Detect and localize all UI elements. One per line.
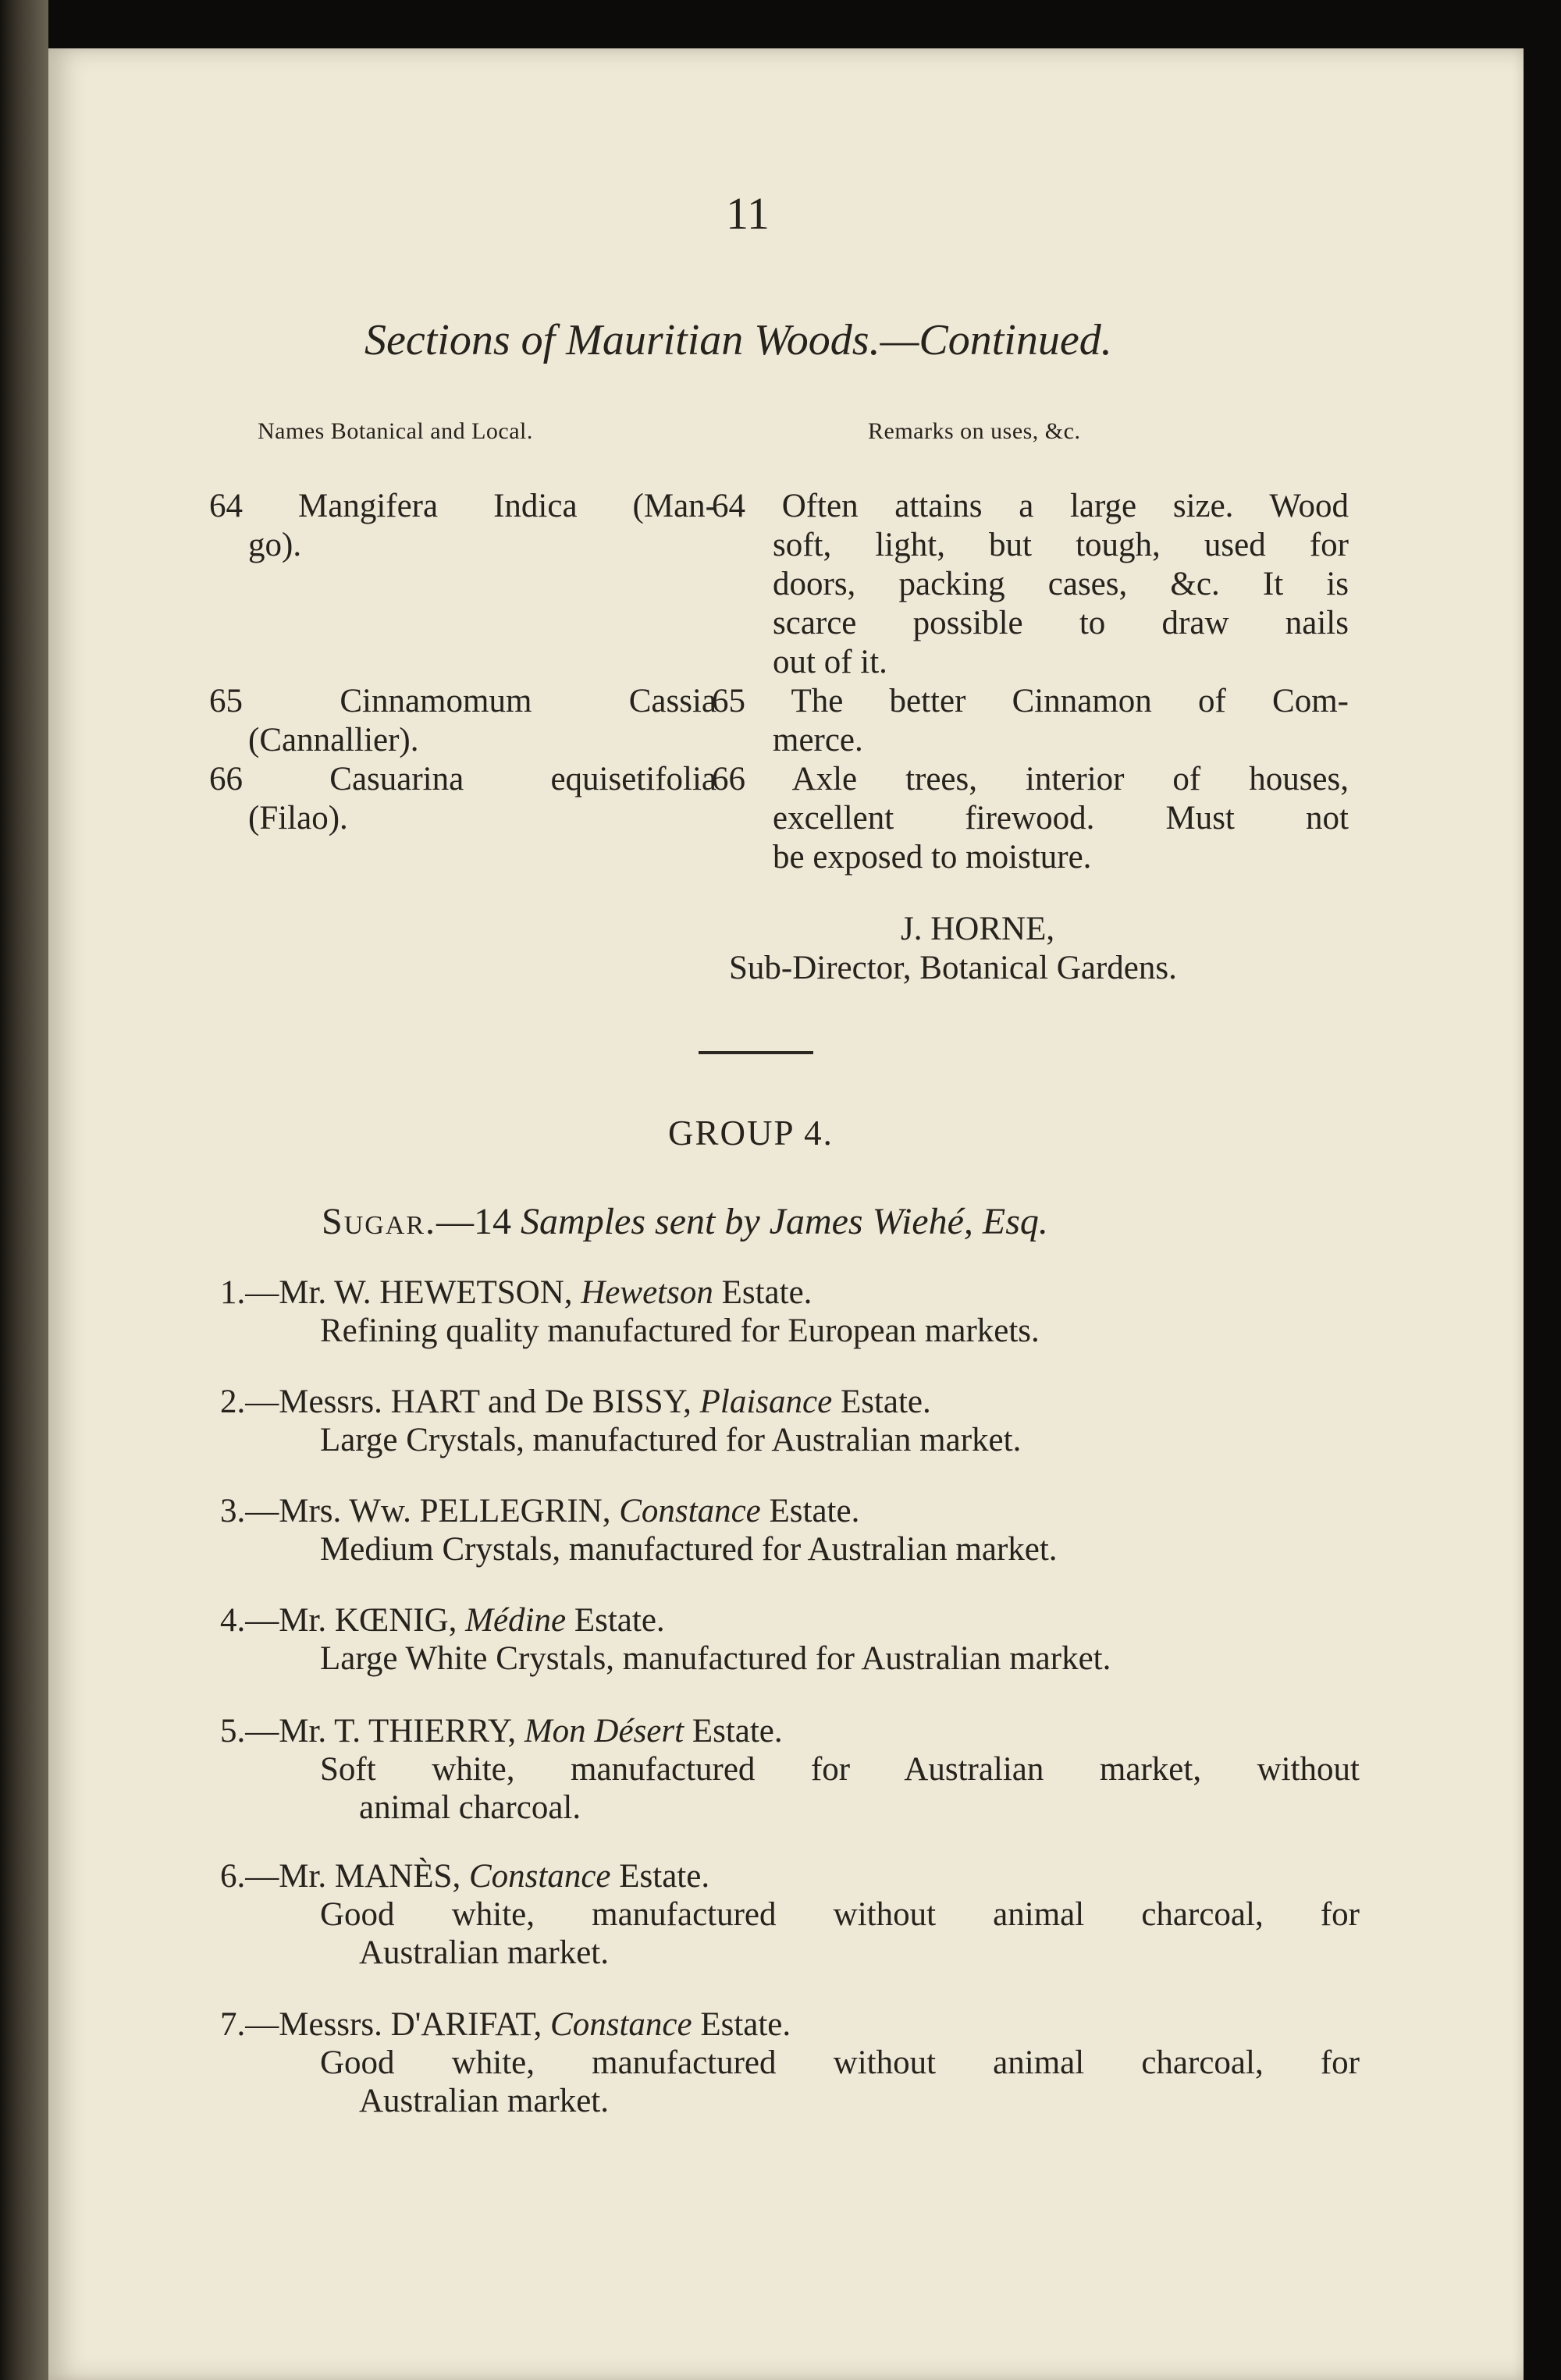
sample-owner: Messrs. HART and De BISSY, — [279, 1384, 692, 1420]
sample-description: animal charcoal. — [359, 1789, 581, 1826]
sugar-sample — [220, 1273, 1360, 1350]
sample-estate-suffix: Estate. — [574, 1602, 665, 1639]
sample-description: Refining quality manufactured for European markets. — [320, 1313, 1040, 1349]
sample-number: 2.— — [220, 1384, 279, 1420]
sample-estate: Hewetson — [581, 1274, 713, 1311]
wood-entry-remarks — [712, 487, 1349, 682]
sugar-heading — [322, 1200, 1048, 1243]
sugar-heading-label: Sugar. — [322, 1201, 437, 1242]
wood-entry-remarks-line: 64 Often attains a large size. Wood — [712, 488, 1349, 524]
sample-estate-suffix: Estate. — [769, 1493, 860, 1529]
sample-number: 5.— — [220, 1713, 279, 1749]
sample-number: 4.— — [220, 1602, 279, 1639]
sample-description: Large White Crystals, manufactured for Australian market. — [320, 1640, 1111, 1677]
sugar-heading-sender: Samples sent by James Wiehé, Esq. — [521, 1201, 1048, 1242]
wood-entry-remarks — [712, 760, 1349, 877]
wood-entry-name-line: 64 Mangifera Indica (Man- — [209, 488, 716, 524]
signature-name: J. HORNE, — [901, 911, 1055, 947]
sample-description: Large Crystals, manufactured for Australian market. — [320, 1422, 1022, 1458]
page-number: 11 — [726, 188, 770, 239]
sample-estate-suffix: Estate. — [700, 2006, 791, 2043]
wood-entry-name-line: (Filao). — [248, 800, 348, 837]
wood-entry-remarks-line: excellent firewood. Must not — [773, 800, 1349, 837]
wood-entry-name — [209, 487, 716, 565]
wood-entry-remarks — [712, 682, 1349, 760]
sample-owner: Mr. KŒNIG, — [279, 1602, 457, 1639]
facing-page-edge — [0, 0, 48, 2380]
sample-owner: Mrs. Ww. PELLEGRIN, — [279, 1493, 611, 1529]
sample-owner: Mr. T. THIERRY, — [279, 1713, 517, 1749]
sample-number: 6.— — [220, 1858, 279, 1895]
wood-entry-name — [209, 682, 716, 760]
wood-entry-remarks-line: 65 The better Cinnamon of Com- — [712, 683, 1349, 719]
sugar-sample — [220, 1383, 1360, 1459]
running-title: Sections of Mauritian Woods.—Continued. — [364, 316, 1112, 364]
wood-entry-remarks-line: scarce possible to draw nails — [773, 605, 1349, 641]
wood-entry-remarks-line: merce. — [773, 722, 863, 758]
sample-description: Medium Crystals, manufactured for Australian market. — [320, 1531, 1058, 1568]
wood-entry-remarks-line: 66 Axle trees, interior of houses, — [712, 761, 1349, 797]
sample-estate: Constance — [468, 1858, 611, 1895]
sample-description: Good white, manufactured without animal charcoal, for — [320, 2044, 1360, 2081]
sugar-sample — [220, 1601, 1360, 1678]
sample-estate-suffix: Estate. — [840, 1384, 931, 1420]
sample-estate: Constance — [619, 1493, 761, 1529]
wood-entry-name — [209, 760, 716, 838]
sample-number: 1.— — [220, 1274, 279, 1311]
sample-owner: Mr. MANÈS, — [279, 1858, 461, 1895]
sample-owner: Messrs. D'ARIFAT, — [279, 2006, 542, 2043]
sugar-sample — [220, 2005, 1360, 2120]
wood-entry-remarks-line: soft, light, but tough, used for — [773, 527, 1349, 563]
sample-estate-suffix: Estate. — [692, 1713, 783, 1749]
sugar-sample — [220, 1712, 1360, 1827]
section-divider — [699, 1051, 813, 1054]
wood-entry-name-line: go). — [248, 527, 302, 563]
wood-entry-remarks-line: doors, packing cases, &c. It is — [773, 566, 1349, 602]
sample-estate: Mon Désert — [524, 1713, 684, 1749]
sample-number: 7.— — [220, 2006, 279, 2043]
column-header-left: Names Botanical and Local. — [258, 418, 533, 444]
sugar-heading-count: —14 — [436, 1201, 512, 1242]
sample-description: Soft white, manufactured for Australian market, without — [320, 1751, 1360, 1788]
group-title: GROUP 4. — [668, 1114, 834, 1153]
sample-estate-suffix: Estate. — [619, 1858, 710, 1895]
signature-title: Sub-Director, Botanical Gardens. — [729, 950, 1177, 986]
sample-estate: Plaisance — [699, 1384, 833, 1420]
column-header-right: Remarks on uses, &c. — [868, 418, 1081, 444]
sample-description: Australian market. — [359, 1934, 610, 1971]
sample-estate-suffix: Estate. — [721, 1274, 813, 1311]
book-page — [48, 48, 1524, 2380]
wood-entry-name-line: 66 Casuarina equisetifolia — [209, 761, 716, 797]
sample-estate: Médine — [465, 1602, 567, 1639]
sample-number: 3.— — [220, 1493, 279, 1529]
sample-estate: Constance — [550, 2006, 692, 2043]
sugar-sample — [220, 1492, 1360, 1568]
wood-entry-name-line: (Cannallier). — [248, 722, 419, 758]
wood-entry-remarks-line: be exposed to moisture. — [773, 839, 1092, 876]
sample-owner: Mr. W. HEWETSON, — [279, 1274, 573, 1311]
wood-entry-remarks-line: out of it. — [773, 644, 887, 680]
sample-description: Australian market. — [359, 2083, 610, 2119]
wood-entry-name-line: 65 Cinnamomum Cassia — [209, 683, 716, 719]
sample-description: Good white, manufactured without animal charcoal, for — [320, 1896, 1360, 1933]
sugar-sample — [220, 1857, 1360, 1972]
